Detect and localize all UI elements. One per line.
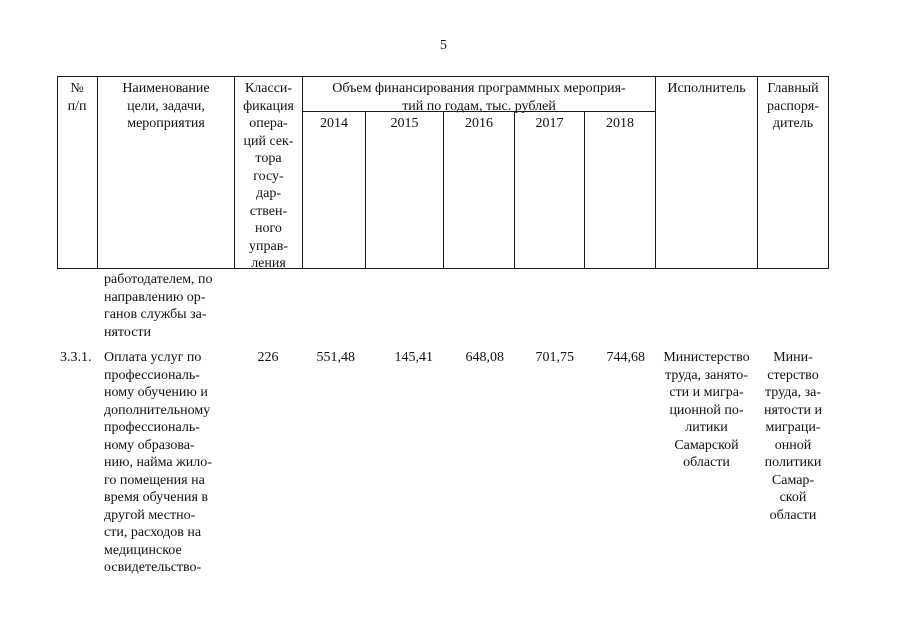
row-value-2014: 551,48 bbox=[316, 350, 355, 365]
header-classification: Класси- фикация опера- ций сек- тора госу- дар- ствен- ного управ- ления bbox=[243, 81, 294, 271]
row-value-2018: 744,68 bbox=[606, 350, 645, 365]
row-classification: 226 bbox=[257, 350, 279, 365]
row-manager: Мини- стерство труда, за- нятости и миграци- онной политики Самар- ской области bbox=[763, 350, 823, 523]
col-divider-2015 bbox=[365, 111, 366, 269]
header-year-2017: 2017 bbox=[535, 116, 564, 131]
header-manager: Главный распоря- дитель bbox=[766, 81, 820, 131]
continued-row-name: работодателем, по направлению ор- ганов службы за- нятости bbox=[104, 272, 213, 340]
header-num: № п/п bbox=[67, 81, 87, 114]
header-year-2016: 2016 bbox=[465, 116, 493, 131]
header-year-2018: 2018 bbox=[606, 116, 634, 131]
header-year-2015: 2015 bbox=[390, 116, 419, 131]
row-name: Оплата услуг по профессиональ- ному обучению и дополнительному профессиональ- ному образова- нию, найма жило- го помещения на время обучения в другой местно- сти, расходов на медицинское освидетельство- bbox=[104, 350, 212, 575]
header-year-2014: 2014 bbox=[320, 116, 348, 131]
row-value-2016: 648,08 bbox=[465, 350, 504, 365]
table-right-border bbox=[828, 76, 829, 269]
row-executor: Министерство труда, занято- сти и мигра- ционной по- литики Самарской области bbox=[663, 350, 750, 470]
row-number: 3.3.1. bbox=[60, 350, 92, 365]
row-value-2015: 145,41 bbox=[394, 350, 433, 365]
table-top-border bbox=[57, 76, 828, 77]
col-divider-2016 bbox=[443, 111, 444, 269]
header-name: Наименование цели, задачи, мероприятия bbox=[122, 81, 210, 131]
row-value-2017: 701,75 bbox=[535, 350, 574, 365]
header-executor: Исполнитель bbox=[667, 81, 746, 96]
col-divider-2018 bbox=[584, 111, 585, 269]
col-divider-executor bbox=[655, 76, 656, 269]
page-number: 5 bbox=[440, 38, 447, 53]
header-funding: Объем финансирования программных мероприя- тий по годам, тыс. рублей bbox=[332, 81, 626, 114]
col-divider-2017 bbox=[514, 111, 515, 269]
